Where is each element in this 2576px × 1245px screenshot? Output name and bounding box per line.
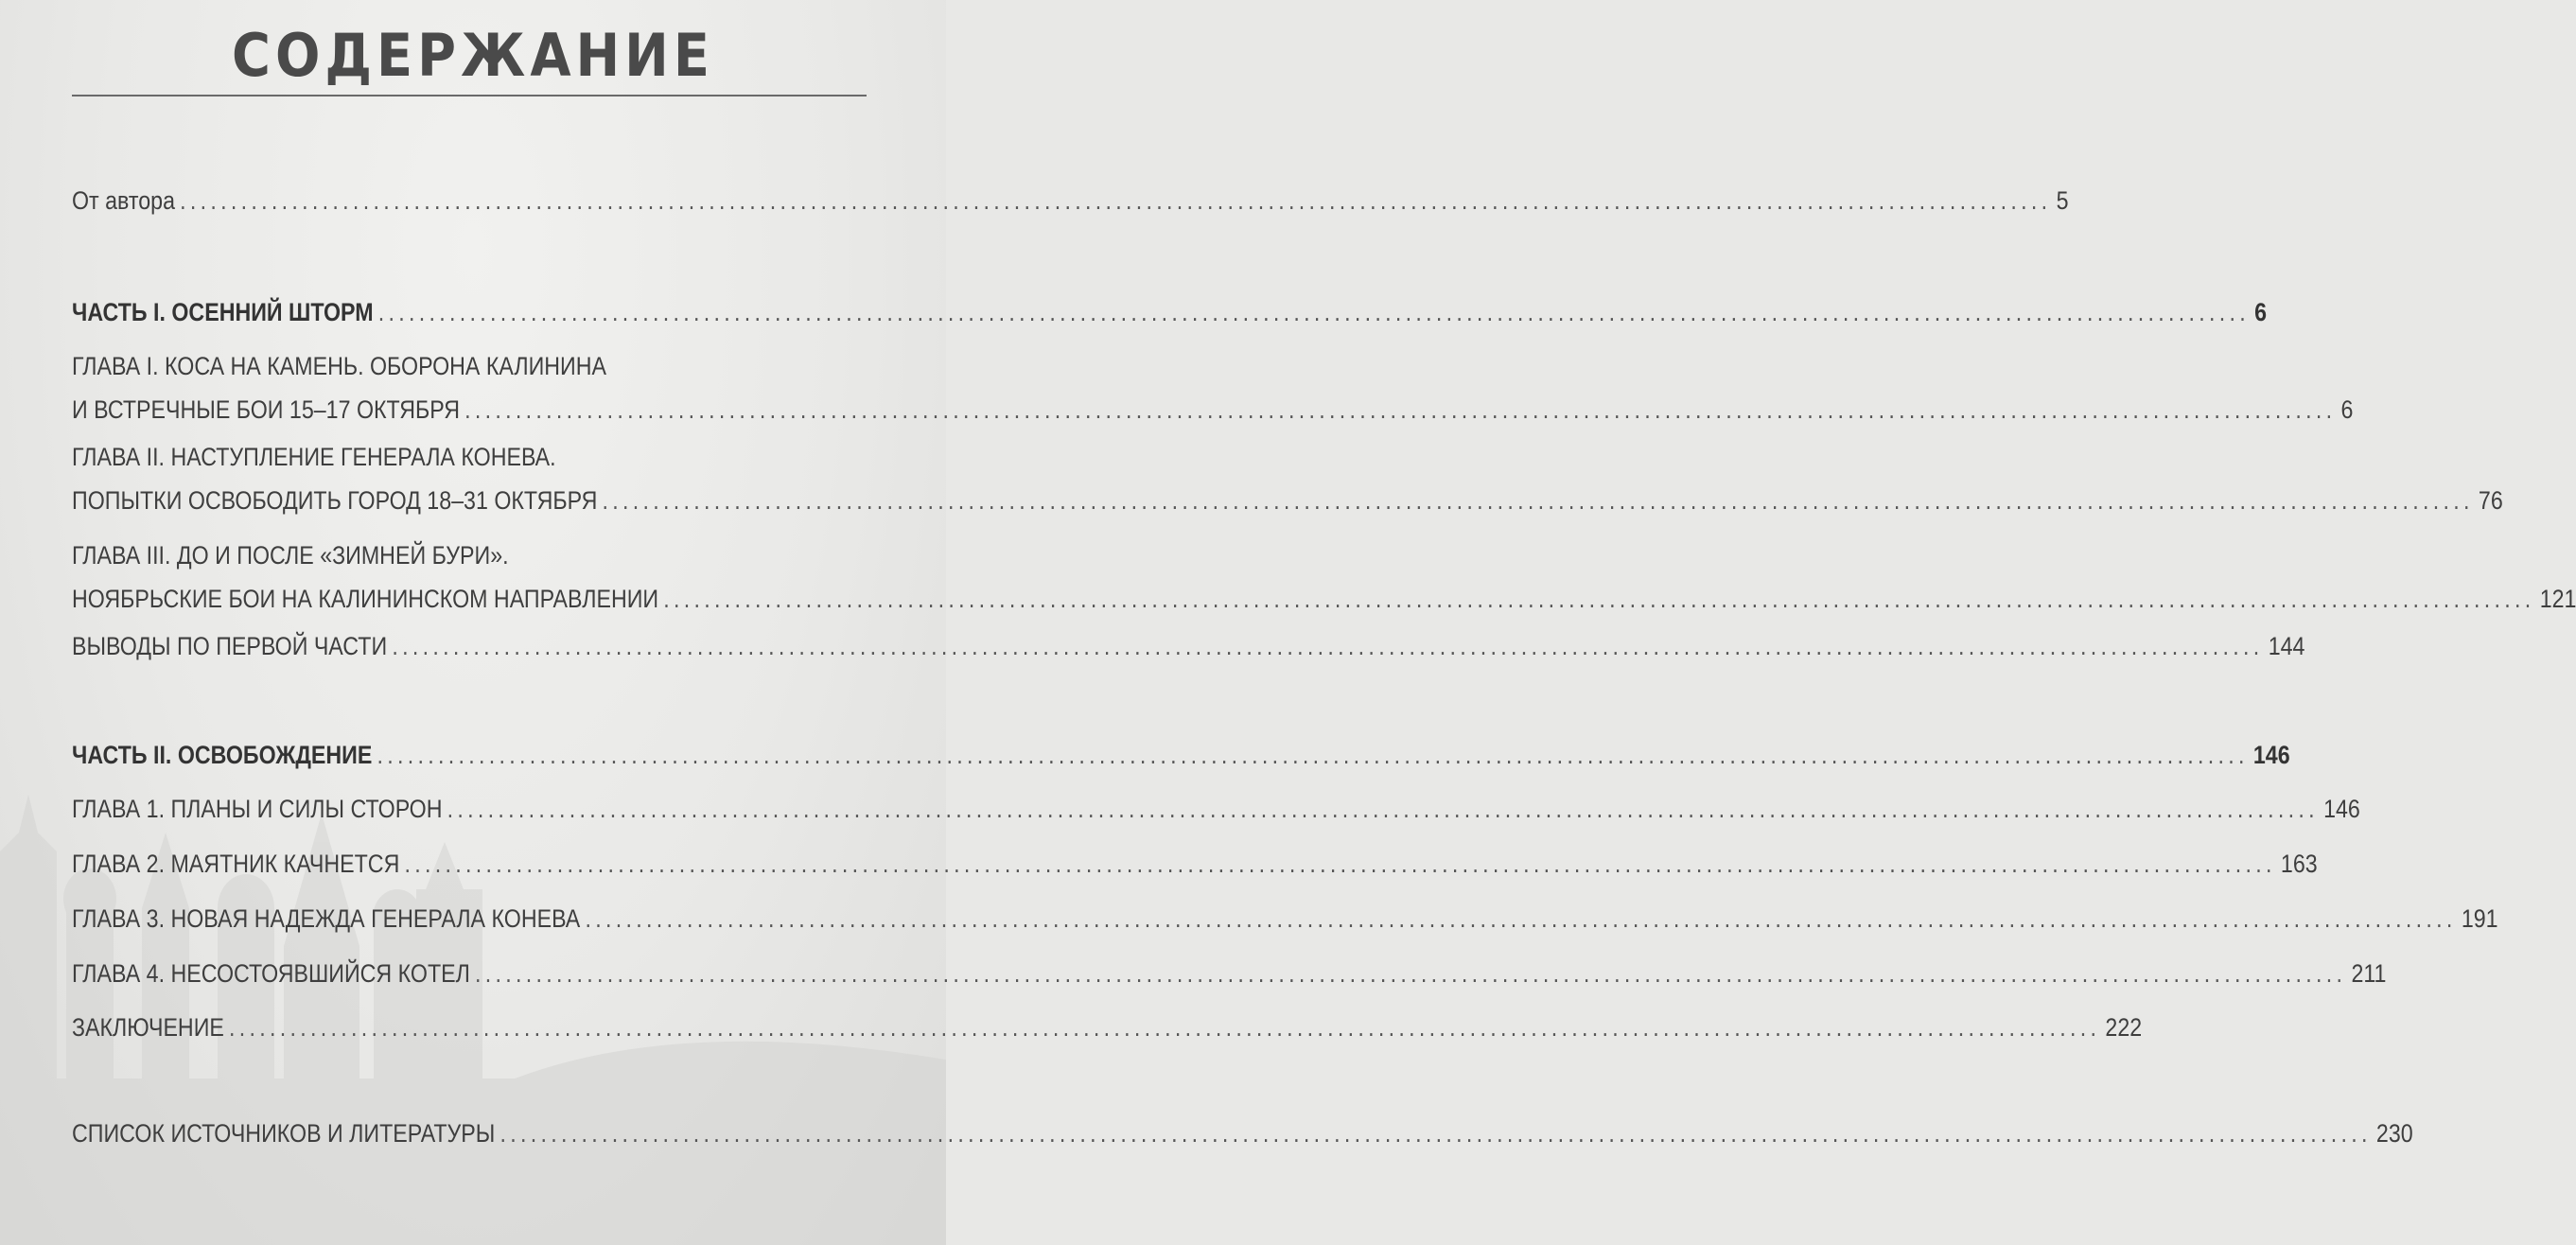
entry-title: ГЛАВА 3. НОВАЯ НАДЕЖДА ГЕНЕРАЛА КОНЕВА	[72, 904, 581, 933]
entry-title-line1: ГЛАВА I. КОСА НА КАМЕНЬ. ОБОРОНА КАЛИНИНА	[72, 352, 607, 380]
entry-title: ЗАКЛЮЧЕНИЕ	[72, 1013, 224, 1042]
entry-title: И ВСТРЕЧНЫЕ БОИ 15–17 ОКТЯБРЯ	[72, 395, 460, 424]
page-number: 146	[2252, 741, 2290, 769]
toc-entry-chapter-4	[72, 952, 2387, 995]
leader-dots: ........................................................................................................................................................................................	[663, 585, 2535, 613]
entry-title: ЧАСТЬ II. ОСВОБОЖДЕНИЕ	[72, 741, 373, 769]
leader-dots: ........................................................................................................................................................................................	[404, 850, 2276, 878]
toc-entry-conclusion	[72, 1006, 2143, 1049]
leader-dots: ........................................................................................................................................................................................	[475, 959, 2347, 988]
page-number: 230	[2375, 1119, 2413, 1148]
leader-dots: ........................................................................................................................................................................................	[499, 1119, 2372, 1148]
leader-dots: ........................................................................................................................................................................................	[229, 1013, 2101, 1042]
leader-dots: ........................................................................................................................................................................................	[602, 486, 2474, 515]
title-divider	[72, 95, 867, 96]
entry-title: ГЛАВА 4. НЕСОСТОЯВШИЙСЯ КОТЕЛ	[72, 959, 470, 988]
page-number: 163	[2280, 850, 2318, 878]
page-number: 146	[2323, 795, 2360, 823]
entry-title: От автора	[72, 186, 176, 215]
toc-entry-chapter-ii	[72, 435, 2503, 522]
leader-dots: ........................................................................................................................................................................................	[392, 632, 2264, 660]
entry-title: НОЯБРЬСКИЕ БОИ НА КАЛИНИНСКОМ НАПРАВЛЕНИИ	[72, 585, 659, 613]
leader-dots: ........................................................................................................................................................................................	[377, 741, 2249, 769]
page-title: СОДЕРЖАНИЕ	[232, 21, 714, 90]
entry-title: ПОПЫТКИ ОСВОБОДИТЬ ГОРОД 18–31 ОКТЯБРЯ	[72, 486, 598, 515]
entry-title: ВЫВОДЫ ПО ПЕРВОЙ ЧАСТИ	[72, 632, 388, 660]
page-number: 5	[2056, 186, 2069, 215]
page-number: 6	[2340, 395, 2354, 424]
toc-entry-bibliography	[72, 1112, 2413, 1155]
toc-entry-part-1	[72, 290, 2268, 334]
toc-entry-chapter-i	[72, 344, 2354, 431]
entry-title: ГЛАВА 1. ПЛАНЫ И СИЛЫ СТОРОН	[72, 795, 443, 823]
page-number: 144	[2268, 632, 2305, 660]
page-number: 76	[2478, 486, 2503, 515]
entry-title-line1: ГЛАВА III. ДО И ПОСЛЕ «ЗИМНЕЙ БУРИ».	[72, 541, 509, 570]
toc-entry-chapter-iii	[72, 534, 2576, 621]
page-number: 222	[2105, 1013, 2143, 1042]
leader-dots: ........................................................................................................................................................................................	[585, 904, 2457, 933]
toc-entry-author-foreword	[72, 179, 2069, 222]
toc-entry-chapter-3	[72, 897, 2498, 940]
leader-dots: ........................................................................................................................................................................................	[447, 795, 2319, 823]
page-number: 121	[2539, 585, 2576, 613]
leader-dots: ........................................................................................................................................................................................	[377, 298, 2250, 326]
page-number: 211	[2351, 959, 2387, 988]
entry-title: ЧАСТЬ I. ОСЕННИЙ ШТОРМ	[72, 298, 374, 326]
page-number: 191	[2461, 904, 2498, 933]
leader-dots: ........................................................................................................................................................................................	[464, 395, 2337, 424]
leader-dots: ........................................................................................................................................................................................	[180, 186, 2052, 215]
toc-entry-part-1-conclusions	[72, 624, 2305, 668]
page-number: 6	[2254, 298, 2268, 326]
entry-title-line1: ГЛАВА II. НАСТУПЛЕНИЕ ГЕНЕРАЛА КОНЕВА.	[72, 443, 556, 471]
entry-title: ГЛАВА 2. МАЯТНИК КАЧНЕТСЯ	[72, 850, 400, 878]
toc-entry-chapter-2	[72, 842, 2318, 886]
toc-entry-part-2	[72, 733, 2290, 777]
toc-entry-chapter-1	[72, 787, 2360, 831]
entry-title: СПИСОК ИСТОЧНИКОВ И ЛИТЕРАТУРЫ	[72, 1119, 496, 1148]
